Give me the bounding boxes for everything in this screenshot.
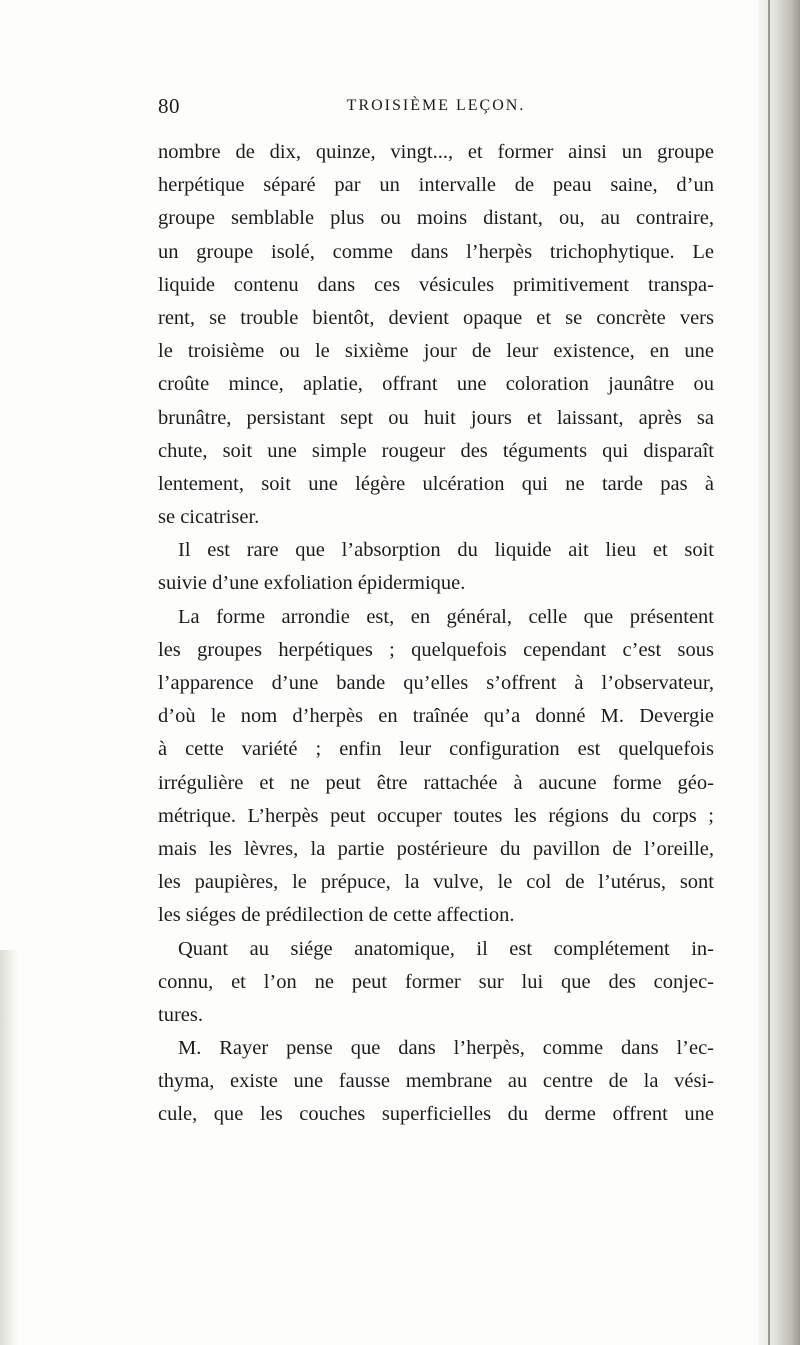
text-line: La forme arrondie est, en général, celle que présentent: [178, 605, 714, 628]
text-line: M. Rayer pense que dans l’herpès, comme dans l’ec-: [178, 1037, 714, 1060]
text-line: rent, se trouble bientôt, devient opaque et se concrète vers: [158, 306, 714, 329]
text-line: chute, soit une simple rougeur des téguments qui disparaît: [158, 439, 714, 462]
text-line: les siéges de prédilection de cette affection.: [158, 904, 515, 927]
text-line: thyma, existe une fausse membrane au centre de la vési-: [158, 1070, 714, 1093]
text-line: l’apparence d’une bande qu’elles s’offrent à l’observateur,: [158, 672, 714, 694]
text-line: lentement, soit une légère ulcération qui ne tarde pas à: [158, 472, 714, 495]
page-number: 80: [158, 94, 180, 118]
text-line: mais les lèvres, la partie postérieure du pavillon de l’oreille,: [158, 837, 714, 860]
page-spine-edge: [758, 0, 800, 1345]
text-line: cule, que les couches superficielles du derme offrent une: [158, 1103, 714, 1126]
text-line: d’où le nom d’herpès en traînée qu’a donné M. Devergie: [158, 705, 714, 728]
text-line: Quant au siége anatomique, il est complétement in-: [178, 937, 714, 960]
text-line: nombre de dix, quinze, vingt..., et former ainsi un groupe: [158, 141, 714, 163]
text-line: les groupes herpétiques ; quelquefois cependant c’est sous: [158, 638, 714, 661]
text-line: un groupe isolé, comme dans l’herpès trichophytique. Le: [158, 240, 714, 263]
text-line: herpétique séparé par un intervalle de peau saine, d’un: [158, 174, 714, 197]
text-line: à cette variété ; enfin leur configuration est quelquefois: [158, 738, 714, 761]
text-line: se cicatriser.: [158, 506, 260, 529]
text-line: irrégulière et ne peut être rattachée à aucune forme géo-: [158, 771, 714, 794]
page-left-shadow: [0, 950, 18, 1345]
text-line: groupe semblable plus ou moins distant, ou, au contraire,: [158, 207, 714, 230]
running-title: TROISIÈME LEÇON.: [346, 97, 526, 114]
text-line: métrique. L’herpès peut occuper toutes les régions du corps ;: [158, 804, 714, 827]
text-line: les paupières, le prépuce, la vulve, le col de l’utérus, sont: [158, 871, 714, 894]
body-text: [158, 136, 714, 1132]
text-line: le troisième ou le sixième jour de leur existence, en une: [158, 340, 714, 363]
text-line: connu, et l’on ne peut former sur lui que des conjec-: [158, 970, 714, 993]
text-line: suivie d’une exfoliation épidermique.: [158, 572, 466, 595]
text-line: tures.: [158, 1003, 203, 1026]
text-line: liquide contenu dans ces vésicules primitivement transpa-: [158, 273, 714, 296]
text-line: Il est rare que l’absorption du liquide ait lieu et soit: [178, 539, 714, 562]
text-line: brunâtre, persistant sept ou huit jours et laissant, après sa: [158, 406, 714, 429]
page-header: [158, 94, 714, 122]
text-line: croûte mince, aplatie, offrant une coloration jaunâtre ou: [158, 373, 714, 396]
page-fold-line: [768, 0, 770, 1345]
